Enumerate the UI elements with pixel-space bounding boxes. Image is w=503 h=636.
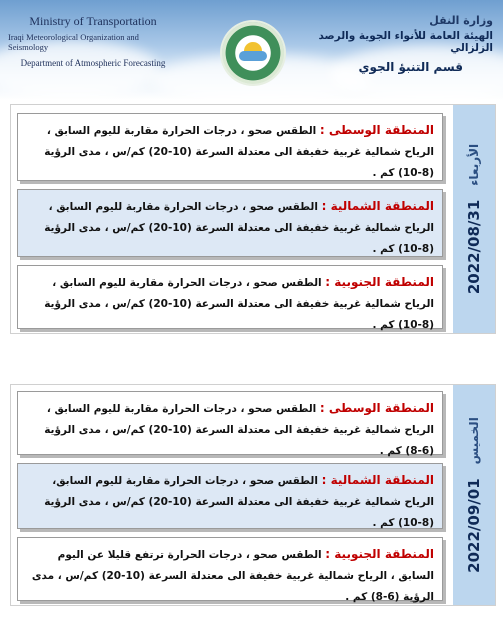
forecast-text: الطقس صحو ، درجات الحرارة مقاربة لليوم السابق ، الرياح شمالية غربية خفيفة الى معتدلة السرعة (10-20) كم/س ، مدى الرؤية (6-8) كم . bbox=[44, 403, 434, 457]
region-label: المنطقة الشمالية : bbox=[321, 199, 434, 213]
ministry-name-ar: وزارة النقل bbox=[429, 14, 493, 27]
forecast-card-northern bbox=[17, 463, 443, 529]
forecast-day-section bbox=[10, 384, 496, 606]
forecast-date: 2022/08/31 bbox=[465, 199, 483, 295]
forecast-text: الطقس صحو ، درجات الحرارة مقاربة لليوم السابق، الرياح شمالية غربية خفيفة الى معتدلة السرعة (10-20) كم/س ، مدى الرؤية (8-10) كم . bbox=[44, 475, 434, 529]
forecast-day-section bbox=[10, 104, 496, 334]
region-label: المنطقة الشمالية : bbox=[321, 473, 434, 487]
arabic-heading bbox=[318, 14, 493, 74]
forecast-text: الطقس صحو ، درجات الحرارة مقاربة لليوم السابق ، الرياح شمالية غربية خفيفة الى معتدلة السرعة (10-20) كم/س ، مدى الرؤية (8-10) كم . bbox=[44, 201, 434, 255]
region-label: المنطقة الوسطى : bbox=[319, 123, 434, 137]
organization-name-ar: الهيئة العامة للأنواء الجوية والرصد الزلزالي bbox=[318, 30, 493, 54]
department-name-en: Department of Atmospheric Forecasting bbox=[20, 58, 166, 68]
english-heading bbox=[8, 14, 178, 68]
organization-logo-icon bbox=[222, 22, 284, 84]
forecast-date: 2022/09/01 bbox=[465, 478, 483, 573]
region-label: المنطقة الجنوبية : bbox=[325, 275, 434, 289]
region-label: المنطقة الجنوبية : bbox=[325, 547, 434, 561]
forecast-card-southern bbox=[17, 265, 443, 329]
ministry-name-en: Ministry of Transportation bbox=[29, 14, 157, 28]
forecast-card-central bbox=[17, 391, 443, 455]
forecast-text: الطقس صحو ، درجات الحرارة مقاربة لليوم السابق ، الرياح شمالية غربية خفيفة الى معتدلة السرعة (10-20) كم/س ، مدى الرؤية (8-10) كم . bbox=[44, 125, 434, 179]
forecast-card-southern bbox=[17, 537, 443, 601]
forecast-text: الطقس صحو ، درجات الحرارة مقاربة لليوم السابق ، الرياح شمالية غربية خفيفة الى معتدلة السرعة (10-20) كم/س ، مدى الرؤية (8-10) كم . bbox=[44, 277, 434, 331]
forecast-card-northern bbox=[17, 189, 443, 257]
organization-name-en: Iraqi Meteorological Organization and Seismology bbox=[8, 32, 139, 52]
date-bar bbox=[451, 385, 495, 605]
cloud-icon bbox=[239, 51, 267, 61]
date-bar bbox=[451, 105, 495, 333]
region-label: المنطقة الوسطى : bbox=[319, 401, 434, 415]
day-name: الأربعاء bbox=[467, 143, 481, 186]
forecast-card-central bbox=[17, 113, 443, 181]
forecast-text: الطقس صحو ، درجات الحرارة ترتفع قليلا عن اليوم السابق ، الرياح شمالية غربية خفيفة الى معتدلة السرعة (10-20) كم/س ، مدى الرؤية (6-8) كم . bbox=[31, 549, 434, 603]
day-name: الخميس bbox=[467, 417, 481, 465]
report-header bbox=[0, 0, 503, 100]
department-name-ar: قسم التنبؤ الجوي bbox=[358, 60, 463, 74]
